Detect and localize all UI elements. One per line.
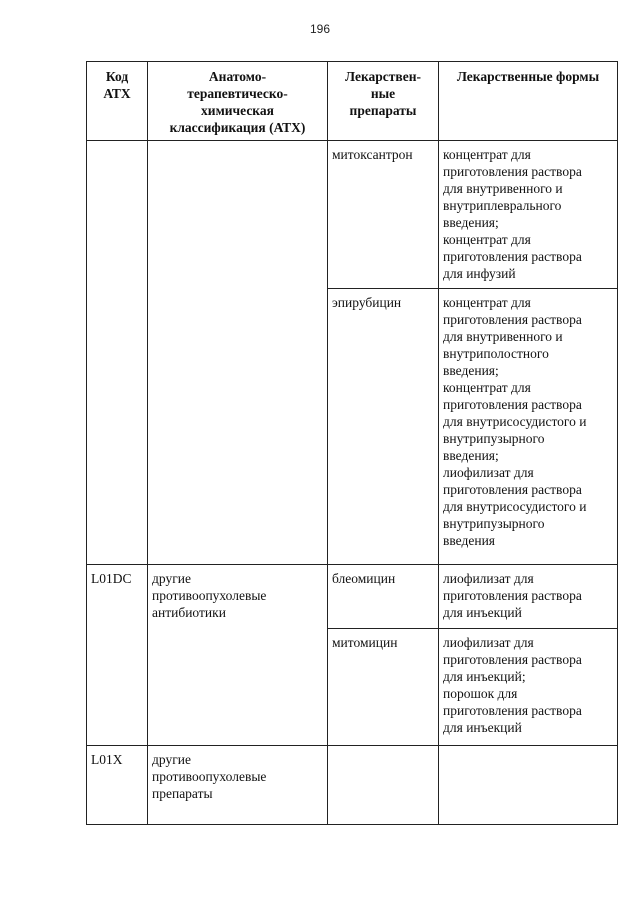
dosage-forms-cell: концентрат для приготовления раствора для внутривенного и внутриполостного введения; концентрат для приготовления раствора для внутрисосудистого и внутрипузырного введения; лиофилизат для приготовления раствора для внутрисосудистого и внутрипузырного введения <box>439 289 618 565</box>
drug-name-cell <box>328 746 439 825</box>
table-row <box>87 565 618 629</box>
table-header-row <box>87 62 618 141</box>
atx-class-cell: другие противоопухолевые препараты <box>148 746 328 825</box>
atx-code-cell: L01DC <box>87 565 148 746</box>
header-dosage-forms: Лекарственные формы <box>439 62 618 141</box>
dosage-forms-cell: лиофилизат для приготовления раствора для инъекций; порошок для приготовления раствора для инъекций <box>439 629 618 746</box>
drug-name-cell: митоксантрон <box>328 141 439 289</box>
atx-table <box>86 61 618 825</box>
drug-name-cell: блеомицин <box>328 565 439 629</box>
page-number: 196 <box>309 22 331 36</box>
header-atx-code: Код АТХ <box>87 62 148 141</box>
dosage-forms-cell <box>439 746 618 825</box>
table-row <box>87 746 618 825</box>
atx-class-cell <box>148 141 328 565</box>
atx-code-cell <box>87 141 148 565</box>
header-atx-classification: Анатомо- терапевтическо- химическая классификация (АТХ) <box>148 62 328 141</box>
dosage-forms-cell: концентрат для приготовления раствора для внутривенного и внутриплеврального введения; концентрат для приготовления раствора для инфузий <box>439 141 618 289</box>
dosage-forms-cell: лиофилизат для приготовления раствора для инъекций <box>439 565 618 629</box>
atx-class-cell: другие противоопухолевые антибиотики <box>148 565 328 746</box>
atx-code-cell: L01X <box>87 746 148 825</box>
drug-name-cell: эпирубицин <box>328 289 439 565</box>
table-row <box>87 141 618 289</box>
drug-name-cell: митомицин <box>328 629 439 746</box>
header-drugs: Лекарствен- ные препараты <box>328 62 439 141</box>
